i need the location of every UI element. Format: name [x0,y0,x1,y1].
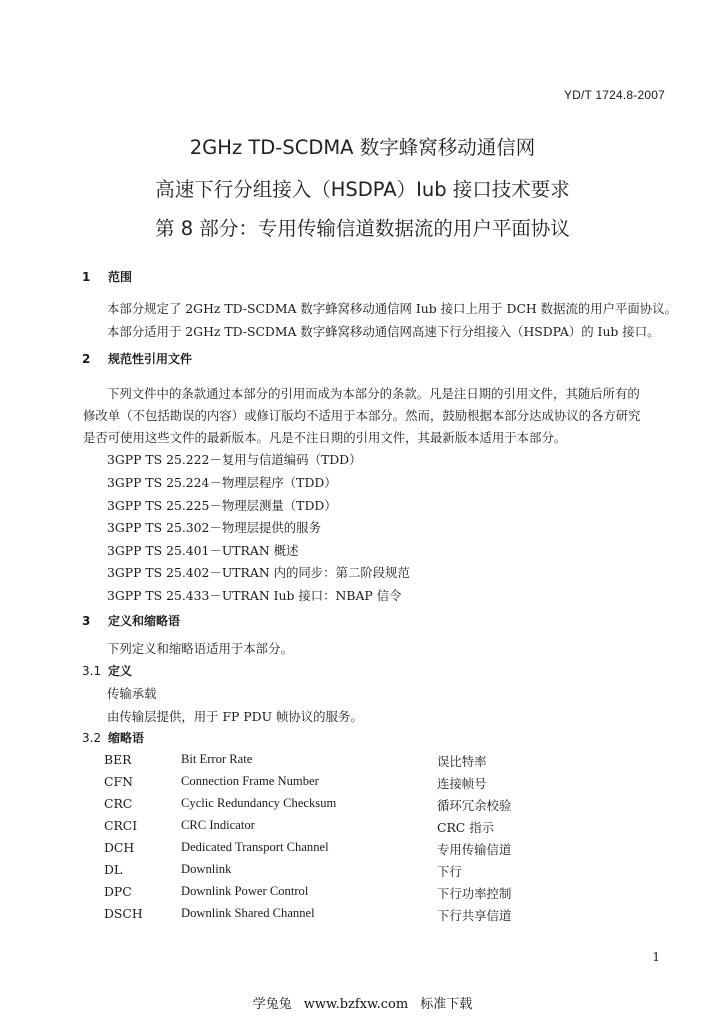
footer-watermark [0,993,725,1012]
subsection-title: 定义 [108,664,133,678]
section-1-paragraph-2: 本部分适用于 2GHz TD-SCDMA 数字蜂窝移动通信网高速下行分组接入（HSDPA）的 Iub 接口。 [107,324,660,339]
chinese-term: 下行功率控制 [437,886,512,901]
abbreviation-row [0,774,725,794]
chinese-term: 连接帧号 [437,776,487,791]
section-2-text-line-1: 下列文件中的条款通过本部分的引用而成为本部分的条款。凡是注日期的引用文件，其随后所有的 [107,386,640,401]
definition-term: 传输承载 [107,686,157,701]
title-line-2: 高速下行分组接入（HSDPA）Iub 接口技术要求 [155,178,570,201]
section-title: 定义和缩略语 [108,614,181,628]
abbreviation: DPC [104,884,132,899]
reference-item: 3GPP TS 25.222－复用与信道编码（TDD） [107,452,362,467]
section-3-intro: 下列定义和缩略语适用于本部分。 [107,641,293,656]
standard-number: YD/T 1724.8-2007 [563,88,665,102]
english-term: CRC Indicator [181,818,255,832]
title-line-1: 2GHz TD-SCDMA 数字蜂窝移动通信网 [189,136,536,159]
chinese-term: 下行 [437,864,462,879]
english-term: Downlink [181,862,232,876]
abbreviation-row [0,840,725,860]
chinese-term: 专用传输信道 [437,842,512,857]
abbreviation-row [0,752,725,772]
english-term: Downlink Power Control [181,884,309,898]
reference-item: 3GPP TS 25.302－物理层提供的服务 [107,520,321,535]
footer-tagline: 标准下载 [420,997,473,1012]
section-number: 1 [82,270,91,284]
reference-item: 3GPP TS 25.224－物理层程序（TDD） [107,475,337,490]
abbreviation: BER [104,752,132,767]
section-number: 2 [82,352,91,366]
section-3-2-heading [82,729,144,746]
section-1-heading [82,268,132,285]
english-term: Cyclic Redundancy Checksum [181,796,337,810]
definition-text: 由传输层提供，用于 FP PDU 帧协议的服务。 [107,709,363,724]
abbreviation: CRCI [104,818,138,833]
reference-item: 3GPP TS 25.401－UTRAN 概述 [107,543,299,558]
abbreviation: CFN [104,774,133,789]
abbreviation: DCH [104,840,135,855]
abbreviation-row [0,796,725,816]
abbreviation-row [0,818,725,838]
subsection-title: 缩略语 [108,731,145,745]
reference-item: 3GPP TS 25.402－UTRAN 内的同步：第二阶段规范 [107,565,410,580]
section-number: 3 [82,614,91,628]
chinese-term: CRC 指示 [437,820,495,835]
abbreviation: DSCH [104,906,143,921]
english-term: Downlink Shared Channel [181,906,315,920]
chinese-term: 循环冗余校验 [437,798,512,813]
chinese-term: 误比特率 [437,754,487,769]
section-2-heading [82,350,192,367]
section-3-1-heading [82,662,132,679]
section-title: 范围 [108,270,133,284]
abbreviation: CRC [104,796,133,811]
english-term: Dedicated Transport Channel [181,840,329,854]
footer-url[interactable]: www.bzfxw.com [303,997,409,1012]
footer-site-name: 学兔兔 [252,997,292,1012]
section-2-text-line-2: 修改单（不包括勘误的内容）或修订版均不适用于本部分。然而，鼓励根据本部分达成协议的各方研究 [83,408,641,423]
section-title: 规范性引用文件 [108,352,193,366]
subsection-number: 3.2 [82,731,102,745]
abbreviation: DL [104,862,123,877]
abbreviation-row [0,906,725,926]
section-1-paragraph-1: 本部分规定了 2GHz TD-SCDMA 数字蜂窝移动通信网 Iub 接口上用于 DCH 数据流的用户平面协议。 [107,301,677,316]
english-term: Bit Error Rate [181,752,253,766]
reference-item: 3GPP TS 25.433－UTRAN Iub 接口：NBAP 信令 [107,588,402,603]
section-3-heading [82,612,180,629]
subsection-number: 3.1 [82,664,102,678]
english-term: Connection Frame Number [181,774,319,788]
abbreviation-row [0,884,725,904]
chinese-term: 下行共享信道 [437,908,512,923]
title-line-3: 第 8 部分：专用传输信道数据流的用户平面协议 [155,217,570,240]
page-number: 1 [652,950,660,964]
reference-item: 3GPP TS 25.225－物理层测量（TDD） [107,498,337,513]
section-2-text-line-3: 是否可使用这些文件的最新版本。凡是不注日期的引用文件，其最新版本适用于本部分。 [83,430,567,445]
abbreviation-row [0,862,725,882]
